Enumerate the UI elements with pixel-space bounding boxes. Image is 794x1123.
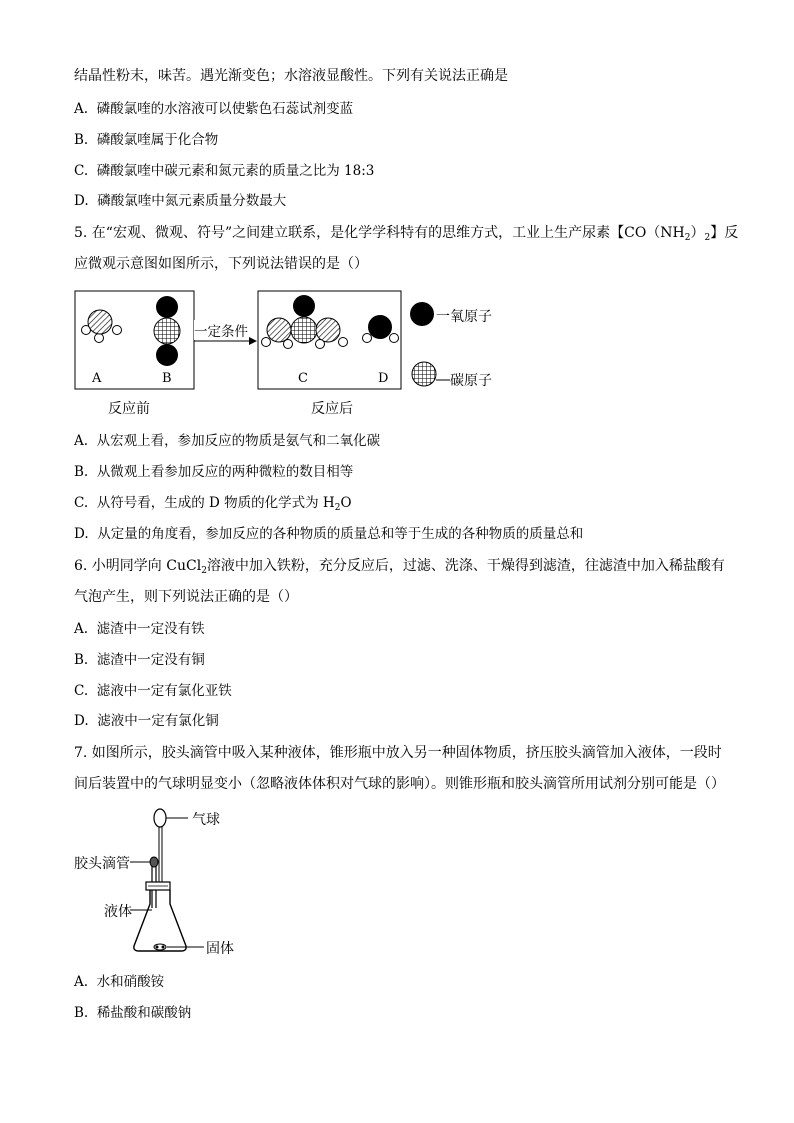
condition-label: 一定条件 (194, 320, 248, 340)
q6-option-d: D. 滤液中一定有氯化铜 (74, 713, 219, 729)
label-balloon: 气球 (192, 812, 220, 828)
label-solid: 固体 (206, 941, 234, 957)
q4-option-a: A. 磷酸氯喹的水溶液可以使紫色石蕊试剂变蓝 (74, 101, 354, 117)
q4-option-b: B. 磷酸氯喹属于化合物 (74, 132, 219, 148)
q6-stem-line2: 气泡产生，则下列说法正确的是（） (74, 589, 298, 605)
molecule-c (262, 295, 348, 349)
q6-option-a: A. 滤渣中一定没有铁 (74, 621, 205, 637)
label-d: D (378, 371, 389, 386)
before-caption: 反应前 (108, 401, 150, 417)
label-b: B (162, 371, 172, 386)
q6-option-c: C. 滤液中一定有氯化亚铁 (74, 683, 232, 699)
q5-stem-line2: 应微观示意图如图所示，下列说法错误的是（） (74, 256, 368, 272)
intro-text: 结晶性粉末，味苦。遇光渐变色；水溶液显酸性。下列有关说法正确是 (74, 68, 508, 84)
after-caption: 反应后 (311, 401, 353, 417)
molecule-a (82, 310, 122, 343)
q7-stem-line2: 间后装置中的气球明显变小（忽略液体体积对气球的影响）。则锥形瓶和胶头滴管所用试剂分别可能是（） (74, 776, 725, 792)
conical-flask (134, 890, 186, 951)
legend-oxygen-label: 一氧原子 (436, 309, 492, 325)
dropper-bulb (150, 857, 158, 867)
q5-option-a: A. 从宏观上看，参加反应的物质是氨气和二氧化碳 (74, 433, 381, 449)
q5-option-c: C. 从符号看，生成的 D 物质的化学式为 $H_2O$ (74, 495, 352, 513)
q6-option-b: B. 滤渣中一定没有铜 (74, 652, 205, 668)
q4-option-d: D. 磷酸氯喹中氮元素质量分数最大 (74, 193, 287, 209)
legend-carbon-symbol (412, 362, 436, 386)
q5-option-d: D. 从定量的角度看，参加反应的各种物质的质量总和等于生成的各种物质的质量总和 (74, 526, 584, 542)
label-c: C (298, 371, 308, 386)
legend-oxygen-symbol (410, 302, 434, 326)
balloon-shape (154, 809, 166, 827)
q7-stem-line1: 7. 如图所示，胶头滴管中吸入某种液体，锥形瓶中放入另一种固体物质，挤压胶头滴管加入液体，一段时 (74, 745, 722, 761)
arrow-head (249, 337, 257, 345)
q5-stem-line1: 5. 在“宏观、微观、符号”之间建立联系，是化学学科特有的思维方式，工业上生产尿素【$CO(NH_2)_2$】反 (74, 225, 739, 243)
q7-option-b: B. 稀盐酸和碳酸钠 (74, 1005, 192, 1021)
molecule-d (363, 315, 399, 343)
label-liquid: 液体 (104, 904, 132, 920)
label-dropper: 胶头滴管 (74, 856, 130, 872)
legend-carbon-leader (436, 377, 450, 383)
q7-option-a: A. 水和硝酸铵 (74, 974, 165, 990)
legend-carbon-label: 碳原子 (450, 373, 492, 389)
q6-stem-line1: 6. 小明同学向 CuCl$_2$溶液中加入铁粉，充分反应后，过滤、洗涤、干燥得到滤渣，往滤渣中加入稀盐酸有 (74, 558, 725, 576)
q5-option-b: B. 从微观上看参加反应的两种微粒的数目相等 (74, 464, 354, 480)
label-a: A (92, 371, 102, 386)
molecule-b (154, 296, 180, 366)
q4-option-c: C. 磷酸氯喹中碳元素和氮元素的质量之比为 18:3 (74, 163, 375, 179)
